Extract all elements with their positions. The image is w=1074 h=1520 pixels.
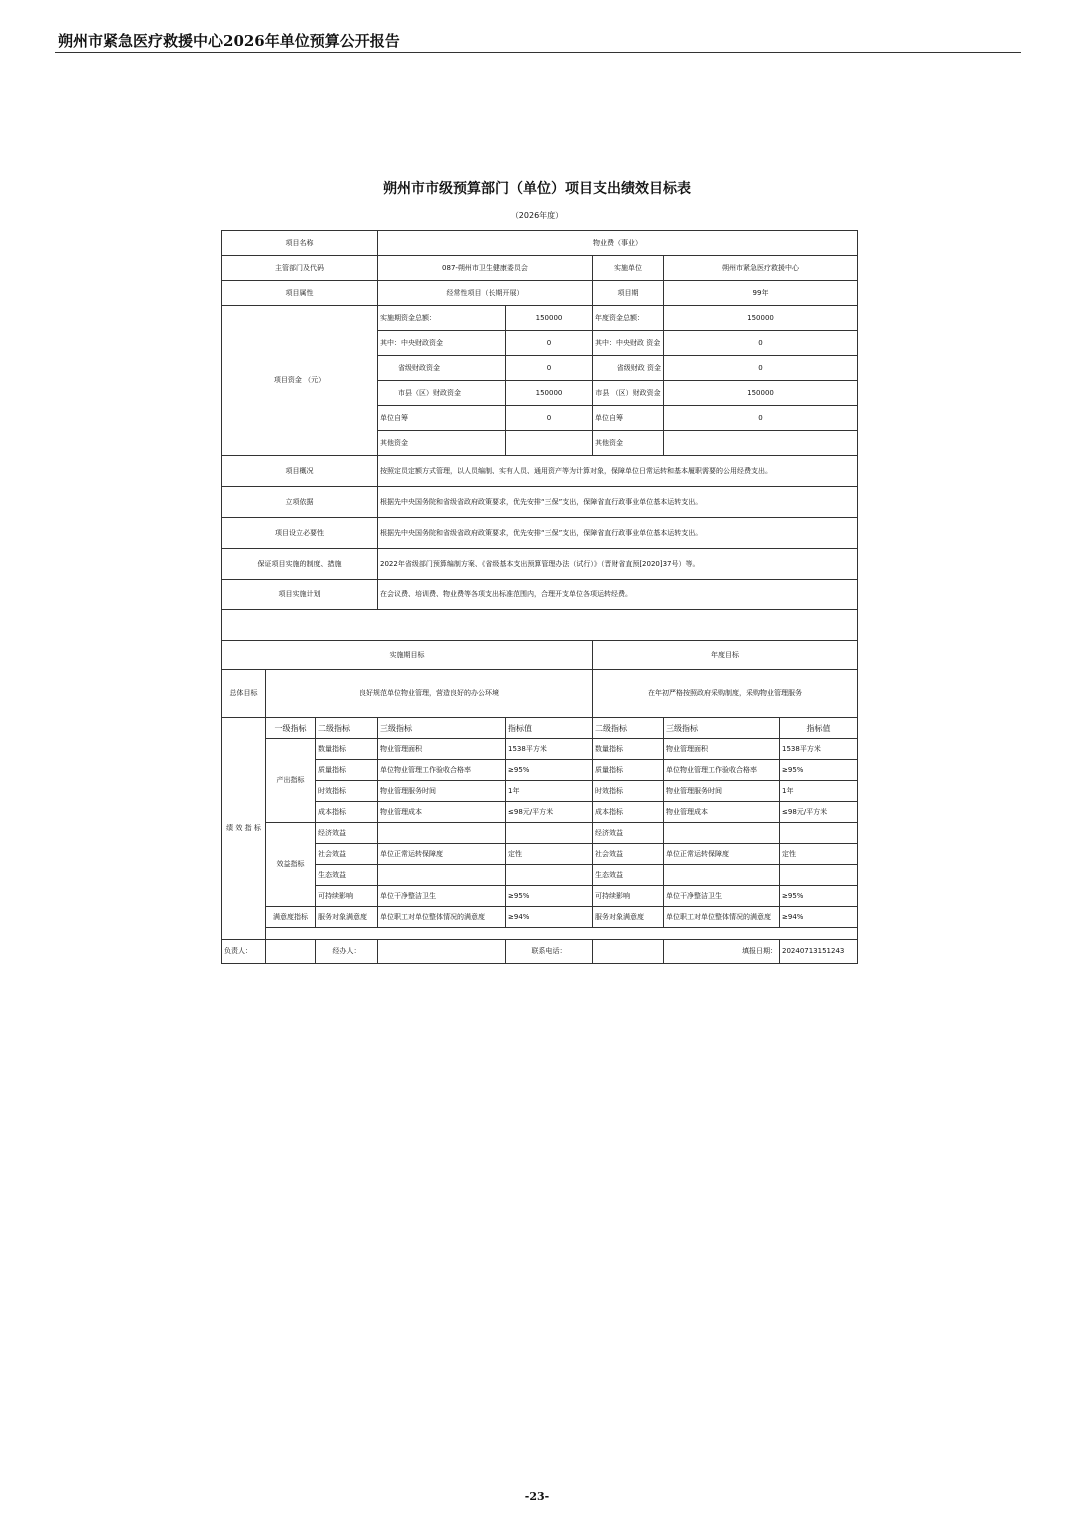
indicator-level2: 可持续影响: [316, 886, 378, 907]
indicator-value: ≥95%: [506, 886, 593, 907]
page-number: -23-: [524, 1490, 550, 1503]
indicator-value: 1年: [506, 781, 593, 802]
fund-row-value: 0: [506, 356, 593, 381]
project-attr-label: 项目属性: [222, 281, 378, 306]
phone-label: 联系电话：: [506, 940, 593, 964]
handler-value: [378, 940, 506, 964]
phone-value: [593, 940, 664, 964]
fund-row-value: 150000: [506, 381, 593, 406]
fund-row-label: 省级财政资金: [378, 356, 506, 381]
fund-row-label: 省级财政 资金: [593, 356, 664, 381]
indicator-level2: 服务对象满意度: [593, 907, 664, 928]
satisfaction-indicator-label: 满意度指标: [266, 907, 316, 928]
indicator-value: ≥95%: [780, 886, 858, 907]
annual-goal-text: 在年初严格按照政府采购制度，采购物业管理服务: [593, 670, 858, 718]
indicator-level3: 物业管理面积: [378, 739, 506, 760]
fund-row-label: 其他资金: [593, 431, 664, 456]
project-period-label: 项目期: [593, 281, 664, 306]
indicator-value: 1年: [780, 781, 858, 802]
fund-row-label: 市县 （区）财政资金: [593, 381, 664, 406]
indicator-level2: 生态效益: [593, 865, 664, 886]
overview-text: 按照定员定额方式管理，以人员编制、实有人员、通用资产等为计算对象，保障单位日常运转和基本履职需要的公用经费支出。: [378, 456, 858, 487]
report-header-title: 朔州市紧急医疗救援中心2026年单位预算公开报告: [58, 32, 400, 50]
indicator-value: ≥95%: [506, 760, 593, 781]
project-attr-value: 经常性项目（长期开展）: [378, 281, 593, 306]
indicator-level3: 物业管理服务时间: [664, 781, 780, 802]
performance-indicators-label: 绩 效 指 标: [222, 718, 266, 940]
fund-row-value: 0: [664, 331, 858, 356]
performance-target-table: [221, 230, 858, 964]
indicator-value: 定性: [780, 844, 858, 865]
fund-row-value: 0: [664, 356, 858, 381]
indicator-value: ≥94%: [780, 907, 858, 928]
indicator-level3: [664, 823, 780, 844]
indicator-level2: 社会效益: [316, 844, 378, 865]
table-title: 朔州市市级预算部门（单位）项目支出绩效目标表: [383, 181, 691, 197]
col-header-level3: 三级指标: [664, 718, 780, 739]
indicator-level3: 物业管理服务时间: [378, 781, 506, 802]
indicator-value: ≥95%: [780, 760, 858, 781]
col-header-value: 指标值: [780, 718, 858, 739]
overview-label: 项目概况: [222, 456, 378, 487]
plan-text: 在会议费、培训费、物业费等各项支出标准范围内，合理开支单位各项运转经费。: [378, 580, 858, 610]
indicator-level2: 社会效益: [593, 844, 664, 865]
fill-date-label: 填报日期：: [664, 940, 780, 964]
indicator-level2: 可持续影响: [593, 886, 664, 907]
fund-row-label: 年度资金总额：: [593, 306, 664, 331]
annual-goal-label: 年度目标: [593, 641, 858, 670]
necessity-label: 项目设立必要性: [222, 518, 378, 549]
project-period-value: 99年: [664, 281, 858, 306]
responsible-value: [266, 940, 316, 964]
benefit-indicator-label: 效益指标: [266, 823, 316, 907]
overall-goal-label: 总体目标: [222, 670, 266, 718]
indicator-level2: 成本指标: [316, 802, 378, 823]
indicator-value: 1538平方米: [780, 739, 858, 760]
project-name-value: 物业费（事业）: [378, 231, 858, 256]
impl-unit-value: 朔州市紧急医疗救援中心: [664, 256, 858, 281]
indicator-level2: 质量指标: [593, 760, 664, 781]
indicator-level3: [664, 865, 780, 886]
fund-row-label: 其中：中央财政 资金: [593, 331, 664, 356]
indicator-level3: 单位干净整洁卫生: [664, 886, 780, 907]
indicator-level2: 数量指标: [316, 739, 378, 760]
fund-row-label: 单位自筹: [378, 406, 506, 431]
fund-row-value: 0: [506, 331, 593, 356]
fund-row-label: 其他资金: [378, 431, 506, 456]
indicator-level3: 单位物业管理工作验收合格率: [378, 760, 506, 781]
indicator-level2: 成本指标: [593, 802, 664, 823]
col-header-level1: 一级指标: [266, 718, 316, 739]
indicator-level3: 单位物业管理工作验收合格率: [664, 760, 780, 781]
indicator-level3: 单位干净整洁卫生: [378, 886, 506, 907]
indicator-level2: 生态效益: [316, 865, 378, 886]
impl-period-goal-text: 良好规范单位物业管理，营造良好的办公环境: [266, 670, 593, 718]
indicator-value: [506, 865, 593, 886]
fund-row-label: 市县（区）财政资金: [378, 381, 506, 406]
indicator-value: ≥94%: [506, 907, 593, 928]
measures-text: 2022年省级部门预算编制方案、《省级基本支出预算管理办法（试行）》（晋财省直预[2020]37号）等。: [378, 549, 858, 580]
indicator-level3: [378, 865, 506, 886]
header-divider: [55, 52, 1021, 53]
indicator-level3: 单位职工对单位整体情况的满意度: [378, 907, 506, 928]
blank-spacer-row: [266, 928, 858, 940]
indicator-value: [780, 865, 858, 886]
indicator-value: ≤98元/平方米: [780, 802, 858, 823]
indicator-level2: 服务对象满意度: [316, 907, 378, 928]
indicator-level3: 物业管理面积: [664, 739, 780, 760]
basis-text: 根据先中央国务院和省级省政府政策要求，优先安排“三保”支出，保障省直行政事业单位基本运转支出。: [378, 487, 858, 518]
measures-label: 保证项目实施的制度、措施: [222, 549, 378, 580]
indicator-level2: 时效指标: [316, 781, 378, 802]
indicator-level3: [378, 823, 506, 844]
output-indicator-label: 产出指标: [266, 739, 316, 823]
fill-date-value: 20240713151243: [780, 940, 858, 964]
responsible-label: 负责人：: [222, 940, 266, 964]
fund-row-value: [506, 431, 593, 456]
year-label: （2026年度）: [510, 211, 564, 220]
col-header-level2: 二级指标: [593, 718, 664, 739]
project-name-label: 项目名称: [222, 231, 378, 256]
col-header-level2: 二级指标: [316, 718, 378, 739]
fund-row-value: 0: [506, 406, 593, 431]
impl-period-goal-label: 实施期目标: [222, 641, 593, 670]
fund-row-label: 实施期资金总额：: [378, 306, 506, 331]
blank-spacer-row: [222, 610, 858, 641]
fund-row-value: 150000: [664, 306, 858, 331]
project-funds-label: 项目资金 （元）: [222, 306, 378, 456]
indicator-value: 1538平方米: [506, 739, 593, 760]
fund-row-value: 0: [664, 406, 858, 431]
indicator-value: [506, 823, 593, 844]
indicator-value: [780, 823, 858, 844]
fund-row-label: 单位自筹: [593, 406, 664, 431]
basis-label: 立项依据: [222, 487, 378, 518]
handler-label: 经办人：: [316, 940, 378, 964]
indicator-value: 定性: [506, 844, 593, 865]
indicator-level3: 物业管理成本: [378, 802, 506, 823]
col-header-value: 指标值: [506, 718, 593, 739]
indicator-level2: 质量指标: [316, 760, 378, 781]
indicator-level3: 单位正常运转保障度: [664, 844, 780, 865]
indicator-level2: 时效指标: [593, 781, 664, 802]
dept-value: 087-朔州市卫生健康委员会: [378, 256, 593, 281]
indicator-level2: 经济效益: [593, 823, 664, 844]
indicator-value: ≤98元/平方米: [506, 802, 593, 823]
indicator-level3: 物业管理成本: [664, 802, 780, 823]
necessity-text: 根据先中央国务院和省级省政府政策要求，优先安排“三保”支出，保障省直行政事业单位基本运转支出。: [378, 518, 858, 549]
indicator-level2: 数量指标: [593, 739, 664, 760]
indicator-level3: 单位职工对单位整体情况的满意度: [664, 907, 780, 928]
indicator-level3: 单位正常运转保障度: [378, 844, 506, 865]
fund-row-label: 其中：中央财政资金: [378, 331, 506, 356]
impl-unit-label: 实施单位: [593, 256, 664, 281]
fund-row-value: 150000: [664, 381, 858, 406]
col-header-level3: 三级指标: [378, 718, 506, 739]
dept-label: 主管部门及代码: [222, 256, 378, 281]
fund-row-value: 150000: [506, 306, 593, 331]
plan-label: 项目实施计划: [222, 580, 378, 610]
fund-row-value: [664, 431, 858, 456]
indicator-level2: 经济效益: [316, 823, 378, 844]
